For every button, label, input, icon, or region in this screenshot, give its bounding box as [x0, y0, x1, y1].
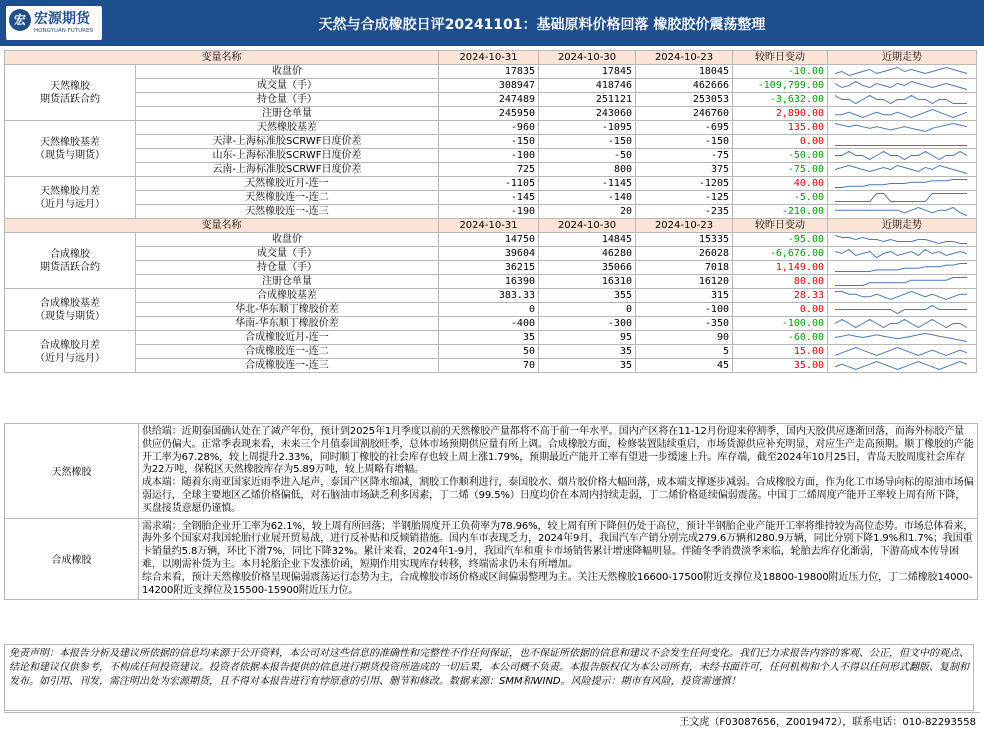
value-2024-10-23: -695 — [636, 121, 733, 135]
daily-change: -3,632.00 — [733, 93, 828, 107]
value-2024-10-31: 70 — [439, 359, 539, 373]
value-2024-10-31: 308947 — [439, 79, 539, 93]
value-2024-10-23: -350 — [636, 317, 733, 331]
table-row — [5, 359, 977, 373]
variable-name: 山东-上海标准胶SCRWF日度价差 — [136, 149, 439, 163]
header-d2: 2024-10-30 — [539, 51, 636, 65]
daily-change: -60.00 — [733, 331, 828, 345]
header-variable: 变量名称 — [5, 51, 439, 65]
variable-name: 持仓量（手） — [136, 261, 439, 275]
sparkline — [831, 93, 971, 106]
daily-change: -100.00 — [733, 317, 828, 331]
value-2024-10-30: 800 — [539, 163, 636, 177]
value-2024-10-31: 383.33 — [439, 289, 539, 303]
value-2024-10-30: 418746 — [539, 79, 636, 93]
value-2024-10-31: -100 — [439, 149, 539, 163]
trend-cell — [828, 331, 977, 345]
logo-english-name: HONGYUAN FUTURES — [34, 28, 93, 34]
variable-name: 注册仓单量 — [136, 107, 439, 121]
value-2024-10-23: -100 — [636, 303, 733, 317]
daily-change: 28.33 — [733, 289, 828, 303]
sparkline — [831, 359, 971, 372]
daily-change: -5.00 — [733, 191, 828, 205]
value-2024-10-30: 35066 — [539, 261, 636, 275]
variable-name: 收盘价 — [136, 233, 439, 247]
sparkline-line — [835, 208, 967, 216]
natural-commentary — [139, 424, 978, 519]
daily-change: 80.00 — [733, 275, 828, 289]
variable-name: 云南-上海标准胶SCRWF日度价差 — [136, 163, 439, 177]
table-row — [5, 79, 977, 93]
variable-name: 天然橡胶基差 — [136, 121, 439, 135]
table-row — [5, 107, 977, 121]
value-2024-10-23: 7018 — [636, 261, 733, 275]
variable-name: 天然橡胶连一-连二 — [136, 191, 439, 205]
group-label: 合成橡胶月差 （近月与远月） — [5, 331, 136, 373]
header-chg: 较昨日变动 — [733, 51, 828, 65]
sparkline-line — [835, 250, 967, 258]
sparkline-line — [835, 68, 967, 76]
sparkline — [831, 205, 971, 218]
group-label: 天然橡胶基差 （现货与期货） — [5, 121, 136, 177]
commentary-paragraph: 综合来看，预计天然橡胶价格呈现偏弱震荡运行态势为主，合成橡胶市场价格或区间偏弱整理为主。关注天然橡胶16600-17500附近支撑位及18800-19800附近压力位，丁二烯橡胶14000-14200附近支撑位及15500-15900附近压力位。 — [142, 571, 973, 596]
table-row — [5, 191, 977, 205]
table-row — [5, 65, 977, 79]
daily-change: 35.00 — [733, 359, 828, 373]
sparkline-line — [835, 320, 967, 328]
value-2024-10-30: 355 — [539, 289, 636, 303]
natural-commentary-label: 天然橡胶 — [5, 424, 139, 519]
trend-cell — [828, 345, 977, 359]
trend-cell — [828, 163, 977, 177]
daily-change: 0.00 — [733, 135, 828, 149]
value-2024-10-23: -150 — [636, 135, 733, 149]
daily-change: 2,890.00 — [733, 107, 828, 121]
table-row — [5, 205, 977, 219]
sparkline — [831, 135, 971, 148]
sparkline — [831, 107, 971, 120]
daily-change: 1,149.00 — [733, 261, 828, 275]
sparkline-line — [835, 264, 967, 272]
table-row — [5, 135, 977, 149]
header-d3: 2024-10-23 — [636, 219, 733, 233]
sparkline-line — [835, 110, 967, 118]
sparkline-line — [835, 82, 967, 90]
trend-cell — [828, 289, 977, 303]
trend-cell — [828, 65, 977, 79]
variable-name: 合成橡胶连一-连二 — [136, 345, 439, 359]
trend-cell — [828, 93, 977, 107]
value-2024-10-23: 246760 — [636, 107, 733, 121]
value-2024-10-23: 18045 — [636, 65, 733, 79]
logo-chinese-name: 宏源期货 — [34, 11, 90, 27]
value-2024-10-23: 462666 — [636, 79, 733, 93]
sparkline-line — [835, 334, 967, 342]
daily-change: 135.00 — [733, 121, 828, 135]
variable-name: 收盘价 — [136, 65, 439, 79]
variable-name: 华北-华东顺丁橡胶价差 — [136, 303, 439, 317]
value-2024-10-30: 46280 — [539, 247, 636, 261]
value-2024-10-31: 725 — [439, 163, 539, 177]
table-row — [5, 163, 977, 177]
trend-cell — [828, 247, 977, 261]
table-row — [5, 289, 977, 303]
sparkline — [831, 191, 971, 204]
group-label: 合成橡胶 期货活跃合约 — [5, 233, 136, 289]
header-chg: 较昨日变动 — [733, 219, 828, 233]
sparkline-line — [835, 292, 967, 300]
value-2024-10-30: -1145 — [539, 177, 636, 191]
value-2024-10-30: -140 — [539, 191, 636, 205]
data-table — [4, 50, 977, 373]
value-2024-10-31: 14750 — [439, 233, 539, 247]
commentary-table — [4, 423, 978, 600]
logo-icon: 宏 — [9, 9, 31, 31]
variable-name: 合成橡胶连一-连三 — [136, 359, 439, 373]
sparkline — [831, 289, 971, 302]
trend-cell — [828, 359, 977, 373]
sparkline — [831, 331, 971, 344]
group-label: 合成橡胶基差 （现货与期货） — [5, 289, 136, 331]
value-2024-10-23: 5 — [636, 345, 733, 359]
daily-change: -95.00 — [733, 233, 828, 247]
variable-name: 天津-上海标准胶SCRWF日度价差 — [136, 135, 439, 149]
daily-change: -50.00 — [733, 149, 828, 163]
value-2024-10-31: -960 — [439, 121, 539, 135]
sparkline — [831, 303, 971, 316]
value-2024-10-23: 253053 — [636, 93, 733, 107]
sparkline-line — [835, 194, 967, 202]
header-d1: 2024-10-31 — [439, 51, 539, 65]
table-row — [5, 93, 977, 107]
value-2024-10-23: 26028 — [636, 247, 733, 261]
table-row — [5, 275, 977, 289]
sparkline — [831, 317, 971, 330]
disclaimer: 免责声明：本报告分析及建议所依据的信息均来源于公开资料，本公司对这些信息的准确性和完整性不作任何保证，也不保证所依据的信息和建议不会发生任何变化。我们已力求报告内容的客观、公正，但文中的观点、结论和建议仅供参考，不构成任何投资建议。投资者依据本报告提供的信息进行期货投资所造成的一切后果，本公司概不负责。本报告版权仅为本公司所有，未经书面许可，任何机构和个人不得以任何形式翻版、复制和发布。如引用、刊发，需注明出处为宏源期货，且不得对本报告进行有悖原意的引用、删节和修改。数据来源：SMM和WIND。风险提示：期市有风险，投资需谨慎！ — [4, 644, 974, 711]
table-header-row — [5, 219, 977, 233]
daily-change: 40.00 — [733, 177, 828, 191]
sparkline — [831, 247, 971, 260]
table-row — [5, 247, 977, 261]
value-2024-10-23: 16120 — [636, 275, 733, 289]
daily-change: 15.00 — [733, 345, 828, 359]
analyst-contact: 王文虎（F03087656，Z0019472），联系电话：010-82293558 — [4, 712, 980, 732]
report-title: 天然与合成橡胶日评20241101：基础原料价格回落 橡胶胶价震荡整理 — [318, 17, 766, 33]
sparkline — [831, 177, 971, 190]
value-2024-10-31: 245950 — [439, 107, 539, 121]
sparkline-line — [835, 236, 967, 244]
value-2024-10-31: 35 — [439, 331, 539, 345]
variable-name: 天然橡胶连一-连三 — [136, 205, 439, 219]
trend-cell — [828, 191, 977, 205]
synthetic-commentary-label: 合成橡胶 — [5, 518, 139, 600]
value-2024-10-23: -75 — [636, 149, 733, 163]
value-2024-10-31: -190 — [439, 205, 539, 219]
value-2024-10-30: 95 — [539, 331, 636, 345]
group-label: 天然橡胶月差 （近月与远月） — [5, 177, 136, 219]
value-2024-10-30: 16310 — [539, 275, 636, 289]
company-logo — [6, 6, 102, 40]
header-trend: 近期走势 — [828, 219, 977, 233]
trend-cell — [828, 121, 977, 135]
trend-cell — [828, 261, 977, 275]
trend-cell — [828, 303, 977, 317]
sparkline-line — [835, 306, 967, 314]
value-2024-10-23: 90 — [636, 331, 733, 345]
table-row — [5, 121, 977, 135]
report-header — [0, 0, 984, 46]
commentary-paragraph: 供给端：近期泰国确认处在了减产年份，预计到2025年1月季度以前的天然橡胶产量都将不高于前一年水平。国内产区将在11-12月份迎来停割季，国内天胶供应逐渐回落，而海外标胶产量供应仍偏大。正常季表现来看，未来三个月值泰国割胶旺季，总体市场预期供应量有所上调。合成橡胶方面，检修装置陆续重启，市场货源供应补充明显，对应生产走高预期。顺丁橡胶的产能开工率为67.28%，较上周提升2.33%，同时顺丁橡胶的社会库存也较上周上涨1.79%，预期最近产能开工率有望进一步缓速上升。库存端，截至2024年10月25日，青岛天胶周度社会库存为22万吨，保税区天然橡胶库存为5.89万吨，较上周略有增幅。 — [142, 426, 974, 476]
sparkline — [831, 345, 971, 358]
daily-change: -6,676.00 — [733, 247, 828, 261]
value-2024-10-31: -150 — [439, 135, 539, 149]
value-2024-10-30: 0 — [539, 303, 636, 317]
value-2024-10-30: 17845 — [539, 65, 636, 79]
value-2024-10-30: 14845 — [539, 233, 636, 247]
variable-name: 华南-华东顺丁橡胶价差 — [136, 317, 439, 331]
sparkline-line — [835, 124, 967, 132]
value-2024-10-30: 251121 — [539, 93, 636, 107]
daily-change: 0.00 — [733, 303, 828, 317]
trend-cell — [828, 177, 977, 191]
value-2024-10-31: 0 — [439, 303, 539, 317]
header-variable: 变量名称 — [5, 219, 439, 233]
daily-change: -210.00 — [733, 205, 828, 219]
value-2024-10-31: -400 — [439, 317, 539, 331]
value-2024-10-30: 35 — [539, 345, 636, 359]
sparkline-line — [835, 278, 967, 286]
group-label: 天然橡胶 期货活跃合约 — [5, 65, 136, 121]
value-2024-10-30: 243060 — [539, 107, 636, 121]
sparkline-line — [835, 96, 967, 104]
value-2024-10-30: -150 — [539, 135, 636, 149]
value-2024-10-31: 17835 — [439, 65, 539, 79]
header-d2: 2024-10-30 — [539, 219, 636, 233]
sparkline-line — [835, 166, 967, 174]
value-2024-10-31: 39604 — [439, 247, 539, 261]
sparkline-line — [835, 180, 967, 188]
value-2024-10-31: -1105 — [439, 177, 539, 191]
daily-change: -75.00 — [733, 163, 828, 177]
value-2024-10-30: -300 — [539, 317, 636, 331]
trend-cell — [828, 135, 977, 149]
value-2024-10-23: 375 — [636, 163, 733, 177]
sparkline-line — [835, 152, 967, 160]
variable-name: 成交量（手） — [136, 79, 439, 93]
value-2024-10-31: -145 — [439, 191, 539, 205]
variable-name: 持仓量（手） — [136, 93, 439, 107]
trend-cell — [828, 107, 977, 121]
value-2024-10-30: -50 — [539, 149, 636, 163]
trend-cell — [828, 205, 977, 219]
sparkline-line — [835, 362, 967, 370]
header-d1: 2024-10-31 — [439, 219, 539, 233]
variable-name: 注册仓单量 — [136, 275, 439, 289]
value-2024-10-23: 15335 — [636, 233, 733, 247]
commentary-paragraph: 需求端：全钢胎企业开工率为62.1%，较上周有所回落；半钢胎周度开工负荷率为78.96%，较上周有所下降但仍处于高位，预计半钢胎企业产能开工率将维持较为高位态势。市场总体看来，海外多个国家对我国轮胎行业展开贸易战，进行反补贴和反倾销措施。国内车市表现乏力，2024年9月，我国汽车产销分别完成279.6万辆和280.9万辆，同比分别下降1.9%和1.7%；我国重卡销量约5.8万辆，环比下滑7%，同比下降32%。累计来看，2024年1-9月，我国汽车和重卡市场销售累计增速降幅明显。伴随冬季消费淡季来临，轮胎去库存化渐弱，下游高成本传导困难，以刚需补货为主。本月轮胎企业下发涨价函，短期作用实现库存转移，终端需求仍未有所增加。 — [142, 520, 974, 570]
value-2024-10-31: 36215 — [439, 261, 539, 275]
variable-name: 天然橡胶近月-连一 — [136, 177, 439, 191]
header-d3: 2024-10-23 — [636, 51, 733, 65]
daily-change: -109,799.00 — [733, 79, 828, 93]
value-2024-10-23: 315 — [636, 289, 733, 303]
value-2024-10-23: -235 — [636, 205, 733, 219]
table-row — [5, 331, 977, 345]
trend-cell — [828, 149, 977, 163]
value-2024-10-31: 50 — [439, 345, 539, 359]
table-row — [5, 317, 977, 331]
trend-cell — [828, 275, 977, 289]
trend-cell — [828, 317, 977, 331]
sparkline — [831, 233, 971, 246]
value-2024-10-30: -1095 — [539, 121, 636, 135]
value-2024-10-23: -125 — [636, 191, 733, 205]
table-row — [5, 177, 977, 191]
trend-cell — [828, 79, 977, 93]
sparkline — [831, 275, 971, 288]
header-trend: 近期走势 — [828, 51, 977, 65]
synthetic-commentary — [139, 518, 978, 600]
value-2024-10-30: 20 — [539, 205, 636, 219]
value-2024-10-23: -1205 — [636, 177, 733, 191]
table-row — [5, 233, 977, 247]
table-row — [5, 345, 977, 359]
sparkline — [831, 121, 971, 134]
commentary-paragraph: 成本端：随着东南亚国家近雨季进入尾声，泰国产区降水缩减，割胶工作顺利进行，泰国胶水、烟片胶价格大幅回落，成本端支撑逐步减弱。合成橡胶方面，作为化工市场导向标的原油市场偏弱运行，全球主要地区乙烯价格偏低，对石脑油市场缺乏利多因素，丁二烯（99.5%）日度均价在本周内持续走弱，丁二烯价格延续偏弱震荡。中国丁二烯周度产能开工率较上周有所下降，买盘接货意愿仍谨慎。 — [142, 477, 974, 514]
value-2024-10-30: 35 — [539, 359, 636, 373]
sparkline — [831, 79, 971, 92]
daily-change: -10.00 — [733, 65, 828, 79]
value-2024-10-31: 247489 — [439, 93, 539, 107]
value-2024-10-31: 16390 — [439, 275, 539, 289]
sparkline-line — [835, 348, 967, 356]
sparkline — [831, 261, 971, 274]
sparkline — [831, 163, 971, 176]
table-header-row — [5, 51, 977, 65]
sparkline — [831, 65, 971, 78]
variable-name: 合成橡胶基差 — [136, 289, 439, 303]
table-row — [5, 261, 977, 275]
variable-name: 合成橡胶近月-连一 — [136, 331, 439, 345]
trend-cell — [828, 233, 977, 247]
table-row — [5, 149, 977, 163]
table-row — [5, 303, 977, 317]
variable-name: 成交量（手） — [136, 247, 439, 261]
value-2024-10-23: 45 — [636, 359, 733, 373]
sparkline — [831, 149, 971, 162]
